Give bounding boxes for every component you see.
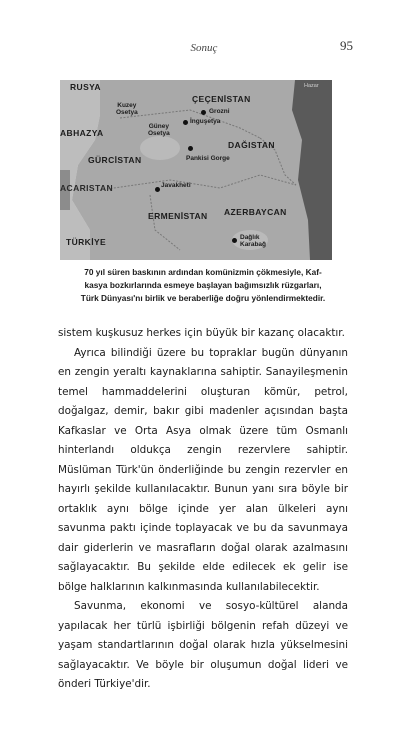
caucasus-map xyxy=(60,80,332,260)
ingushetia-dot xyxy=(183,120,188,125)
javakheti-dot xyxy=(155,187,160,192)
label-pankisi: Pankisi Gorge xyxy=(186,155,230,162)
label-adjara: ACARISTAN xyxy=(60,183,114,193)
south-ossetia-area xyxy=(140,136,180,160)
label-russia: RUSYA xyxy=(70,82,101,92)
label-north-ossetia: Kuzey Osetya xyxy=(116,102,138,117)
label-abkhazia: ABHAZYA xyxy=(60,128,104,138)
running-head: Sonuç xyxy=(190,42,218,54)
paragraph-3: Savunma, ekonomi ve sosyo-kültürel alanda yapılacak her türlü işbirliği bölgenin refah düzeyi ve yaşam standartlarının doğal olarak hızla yükselmesini sağlayacaktır. Ve böyle bir oluşumun doğal lideri ve önderi Türkiye'dir. xyxy=(58,600,348,690)
label-south-ossetia: Güney Osetya xyxy=(148,123,170,138)
caption-line: 70 yıl süren baskının ardından komünizmin çökmesiyle, Kaf- xyxy=(84,267,322,277)
map-caption xyxy=(58,266,348,305)
page-number: 95 xyxy=(340,38,353,53)
label-dagestan: DAĞISTAN xyxy=(228,140,275,150)
label-ingushetia: İnguşetya xyxy=(190,118,221,125)
caption-line: kasya bozkırlarında esmeye başlayan bağımsızlık rüzgarları, xyxy=(84,280,322,290)
caption-line: Türk Dünyası'nı birlik ve beraberliğe doğru yönlendirmektedir. xyxy=(80,293,326,303)
paragraph-2: Ayrıca bilindiği üzere bu topraklar bugün dünyanın en zengin yeraltı kaynaklarına sahiptir. Sanayileşmenin temel hammaddelerini oluşturan kömür, petrol, doğalgaz, demir, bakır gibi madenler açısından başta Kafkaslar ve Orta Asya olmak üzere tüm Osmanlı hinterlandı oldukça zengin rezervlere sahiptir. Müslüman Türk'ün önderliğinde bu zengin rezervler en hayırlı şekilde kullanılacaktır. Bunun yanı sıra böyle bir ortaklık aynı bölge içinde yer alan ülkeleri aynı savunma paktı içinde toplayacak ve bu da savunmaya dair giderlerin ve masrafların doğal olarak azalmasını sağlayacaktır. Bu şekilde elde edilecek ek gelir ise bölge halklarının kalkınmasında kullanılabilecektir. xyxy=(58,346,348,593)
label-armenia: ERMENİSTAN xyxy=(148,211,208,221)
body-text xyxy=(58,324,348,695)
pankisi-dot xyxy=(188,146,193,151)
label-grozny: Grozni xyxy=(209,108,230,115)
karabakh-dot xyxy=(232,238,237,243)
grozny-dot xyxy=(201,110,206,115)
label-javakheti: Javakheti xyxy=(161,182,191,189)
map-background xyxy=(60,80,332,260)
label-caspian-edge: Hazar xyxy=(304,83,319,89)
label-karabakh: Dağlık Karabağ xyxy=(240,234,267,249)
label-azerbaijan: AZERBAYCAN xyxy=(224,207,287,217)
label-chechnya: ÇEÇENİSTAN xyxy=(192,94,251,104)
label-georgia: GÜRCİSTAN xyxy=(88,155,142,165)
label-turkey: TÜRKİYE xyxy=(66,237,107,247)
paragraph-1: sistem kuşkusuz herkes için büyük bir kazanç olacaktır. xyxy=(58,327,345,339)
